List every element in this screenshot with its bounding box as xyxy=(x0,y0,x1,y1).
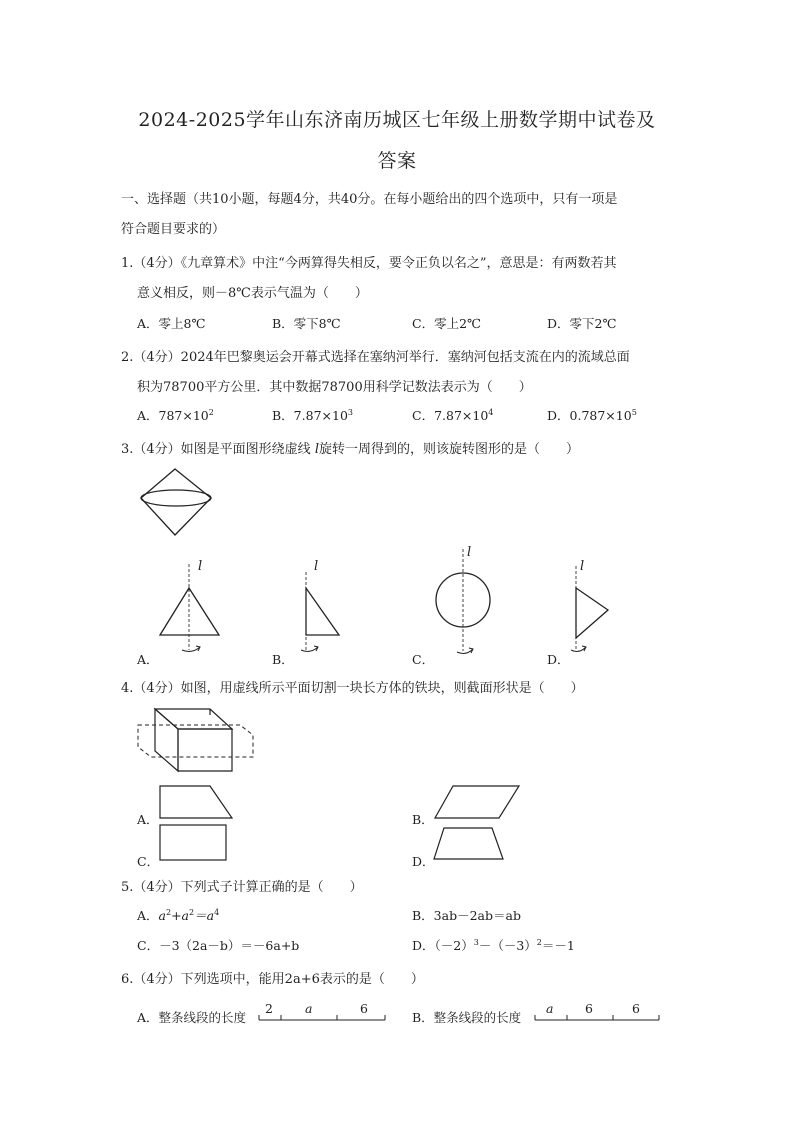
shape-option-b-parallelogram xyxy=(433,784,523,824)
axis-label-d: l xyxy=(580,559,585,574)
question-1-stem-cont: 意义相反，则－8℃表示气温为（ ） xyxy=(137,286,368,301)
section-header: 一、选择题（共10小题，每题4分，共40分。在每小题给出的四个选项中，只有一项是 xyxy=(121,192,618,207)
segment-b-label-1: a xyxy=(546,1001,554,1016)
question-2-stem-cont: 积为78700平方公里．其中数据78700用科学记数法表示为（ ） xyxy=(137,380,532,395)
page-title-line-2 xyxy=(0,146,794,173)
rotation-figure-c xyxy=(430,545,500,660)
question-2-option-c[interactable]: C．$7.87\times 10^4$ xyxy=(412,407,494,423)
section-header-cont: 符合题目要求的） xyxy=(121,222,226,237)
question-1-option-b[interactable]: B．零下8℃ xyxy=(272,316,341,331)
title-line-1: 2024-2025学年山东济南历城区七年级上册数学期中试卷及 xyxy=(138,109,656,131)
rotation-figure-b xyxy=(296,558,356,658)
shape-option-d-trapezoid xyxy=(432,826,508,862)
axis-label-b: l xyxy=(314,559,319,574)
question-4-option-c[interactable]: C． xyxy=(137,854,160,869)
segment-a-label-2: a xyxy=(305,1001,313,1016)
question-6-option-a[interactable]: A．整条线段的长度 xyxy=(137,1010,247,1025)
question-3-stem: 3.（4分）如图是平面图形绕虚线 l旋转一周得到的，则该旋转图形的是（ ） xyxy=(121,442,579,457)
question-2-option-d[interactable]: D．$0.787\times 10^5$ xyxy=(547,407,637,423)
question-5-option-a[interactable]: A．$a^2+a^2=a^4$ xyxy=(137,907,220,923)
segment-b-label-2: 6 xyxy=(585,1001,593,1016)
axis-label-c: l xyxy=(467,545,472,560)
shape-option-c-rectangle xyxy=(158,823,230,863)
question-3-option-a[interactable]: A． xyxy=(137,652,159,667)
question-5-option-b[interactable]: B．3ab－2ab＝ab xyxy=(412,908,521,923)
segment-a-label-3: 6 xyxy=(360,1001,368,1016)
question-1-option-c[interactable]: C．零上2℃ xyxy=(412,316,482,331)
question-2-option-a[interactable]: A．$787\times 10^2$ xyxy=(137,407,214,423)
segment-b-label-3: 6 xyxy=(632,1001,640,1016)
page-title xyxy=(0,105,794,132)
shape-option-a-trapezoid xyxy=(158,784,238,824)
question-2-option-b[interactable]: B．$7.87\times 10^3$ xyxy=(272,407,353,423)
question-6-stem: 6.（4分）下列选项中，能用2a+6表示的是（ ） xyxy=(121,972,424,987)
question-1-option-d[interactable]: D．零下2℃ xyxy=(547,316,617,331)
segment-a-label-1: 2 xyxy=(265,1001,273,1016)
question-6-option-b[interactable]: B．整条线段的长度 xyxy=(412,1010,522,1025)
question-4-stem: 4.（4分）如图，用虚线所示平面切割一块长方体的铁块，则截面形状是（ ） xyxy=(121,681,584,696)
rotation-figure-d xyxy=(566,558,626,658)
question-1-option-a[interactable]: A．零上8℃ xyxy=(137,316,206,331)
question-2-stem: 2.（4分）2024年巴黎奥运会开幕式选择在塞纳河举行．塞纳河包括支流在内的流域总面 xyxy=(121,350,630,365)
question-3-option-b[interactable]: B． xyxy=(272,652,294,667)
question-5-stem: 5.（4分）下列式子计算正确的是（ ） xyxy=(121,880,363,895)
question-3-option-c[interactable]: C． xyxy=(412,652,435,667)
question-3-option-d[interactable]: D． xyxy=(547,652,570,667)
double-cone-figure xyxy=(138,466,214,538)
axis-label-a: l xyxy=(198,559,203,574)
title-line-2: 答案 xyxy=(377,150,417,172)
cuboid-cut-figure xyxy=(135,705,260,775)
question-5-option-c[interactable]: C．－3（2a－b）＝－6a+b xyxy=(137,938,300,953)
question-4-option-d[interactable]: D． xyxy=(412,854,435,869)
question-1-stem: 1.（4分）《九章算术》中注“今两算得失相反，要令正负以名之”，意思是：有两数若其 xyxy=(121,256,617,271)
rotation-figure-a xyxy=(155,558,235,658)
question-4-option-b[interactable]: B． xyxy=(412,812,434,827)
question-4-option-a[interactable]: A． xyxy=(137,812,159,827)
question-5-option-d[interactable]: D．$(-2)^3-(-3)^2=-1$ xyxy=(412,937,575,953)
